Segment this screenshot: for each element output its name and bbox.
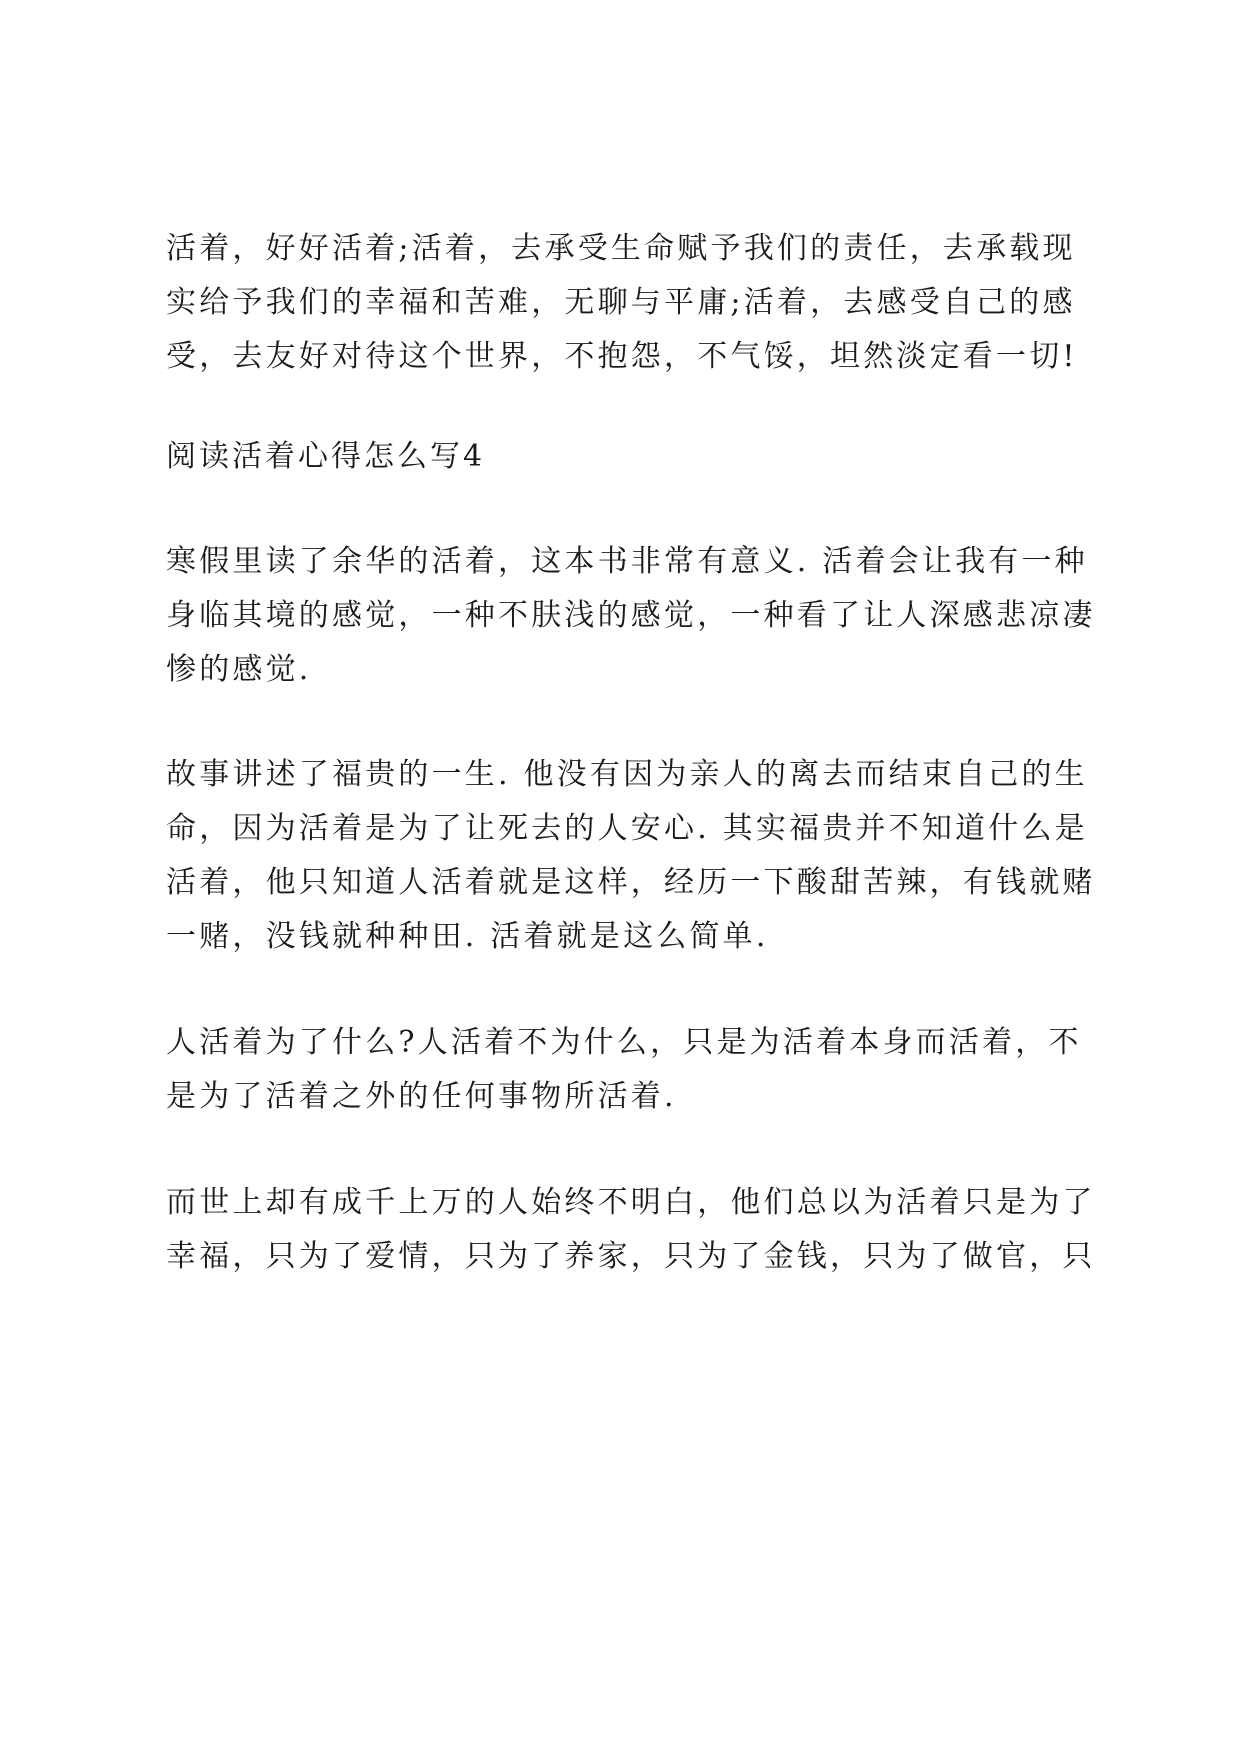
paragraph-2 xyxy=(166,535,1096,697)
text-line: 故事讲述了福贵的一生. 他没有因为亲人的离去而结束自己的生 xyxy=(166,757,1088,792)
text-line: 受，去友好对待这个世界，不抱怨，不气馁，坦然淡定看一切! xyxy=(166,339,1078,374)
text-line: 惨的感觉. xyxy=(166,652,312,687)
text-line: 一赌，没钱就种种田. 活着就是这么简单. xyxy=(166,919,769,954)
paragraph-3 xyxy=(166,748,1096,964)
text-line: 寒假里读了余华的活着，这本书非常有意义. 活着会让我有一种 xyxy=(166,544,1088,579)
paragraph-5 xyxy=(166,1176,1096,1284)
text-line: 人活着为了什么?人活着不为什么，只是为活着本身而活着，不 xyxy=(166,1025,1082,1060)
text-line: 是为了活着之外的任何事物所活着. xyxy=(166,1079,677,1114)
text-line: 活着，好好活着;活着，去承受生命赋予我们的责任，去承载现 xyxy=(166,231,1076,266)
text-line: 身临其境的感觉，一种不肤浅的感觉，一种看了让人深感悲凉凄 xyxy=(166,598,1096,633)
text-line: 而世上却有成千上万的人始终不明白，他们总以为活着只是为了 xyxy=(166,1185,1096,1220)
text-line: 命，因为活着是为了让死去的人安心. 其实福贵并不知道什么是 xyxy=(166,811,1088,846)
paragraph-1 xyxy=(166,222,1096,384)
section-heading: 阅读活着心得怎么写4 xyxy=(166,439,486,474)
text-line: 幸福，只为了爱情，只为了养家，只为了金钱，只为了做官，只 xyxy=(166,1239,1096,1274)
document-body xyxy=(166,222,1096,1284)
paragraph-4 xyxy=(166,1016,1096,1124)
text-line: 活着，他只知道人活着就是这样，经历一下酸甜苦辣，有钱就赌 xyxy=(166,865,1096,900)
text-line: 实给予我们的幸福和苦难，无聊与平庸;活着，去感受自己的感 xyxy=(166,285,1076,320)
